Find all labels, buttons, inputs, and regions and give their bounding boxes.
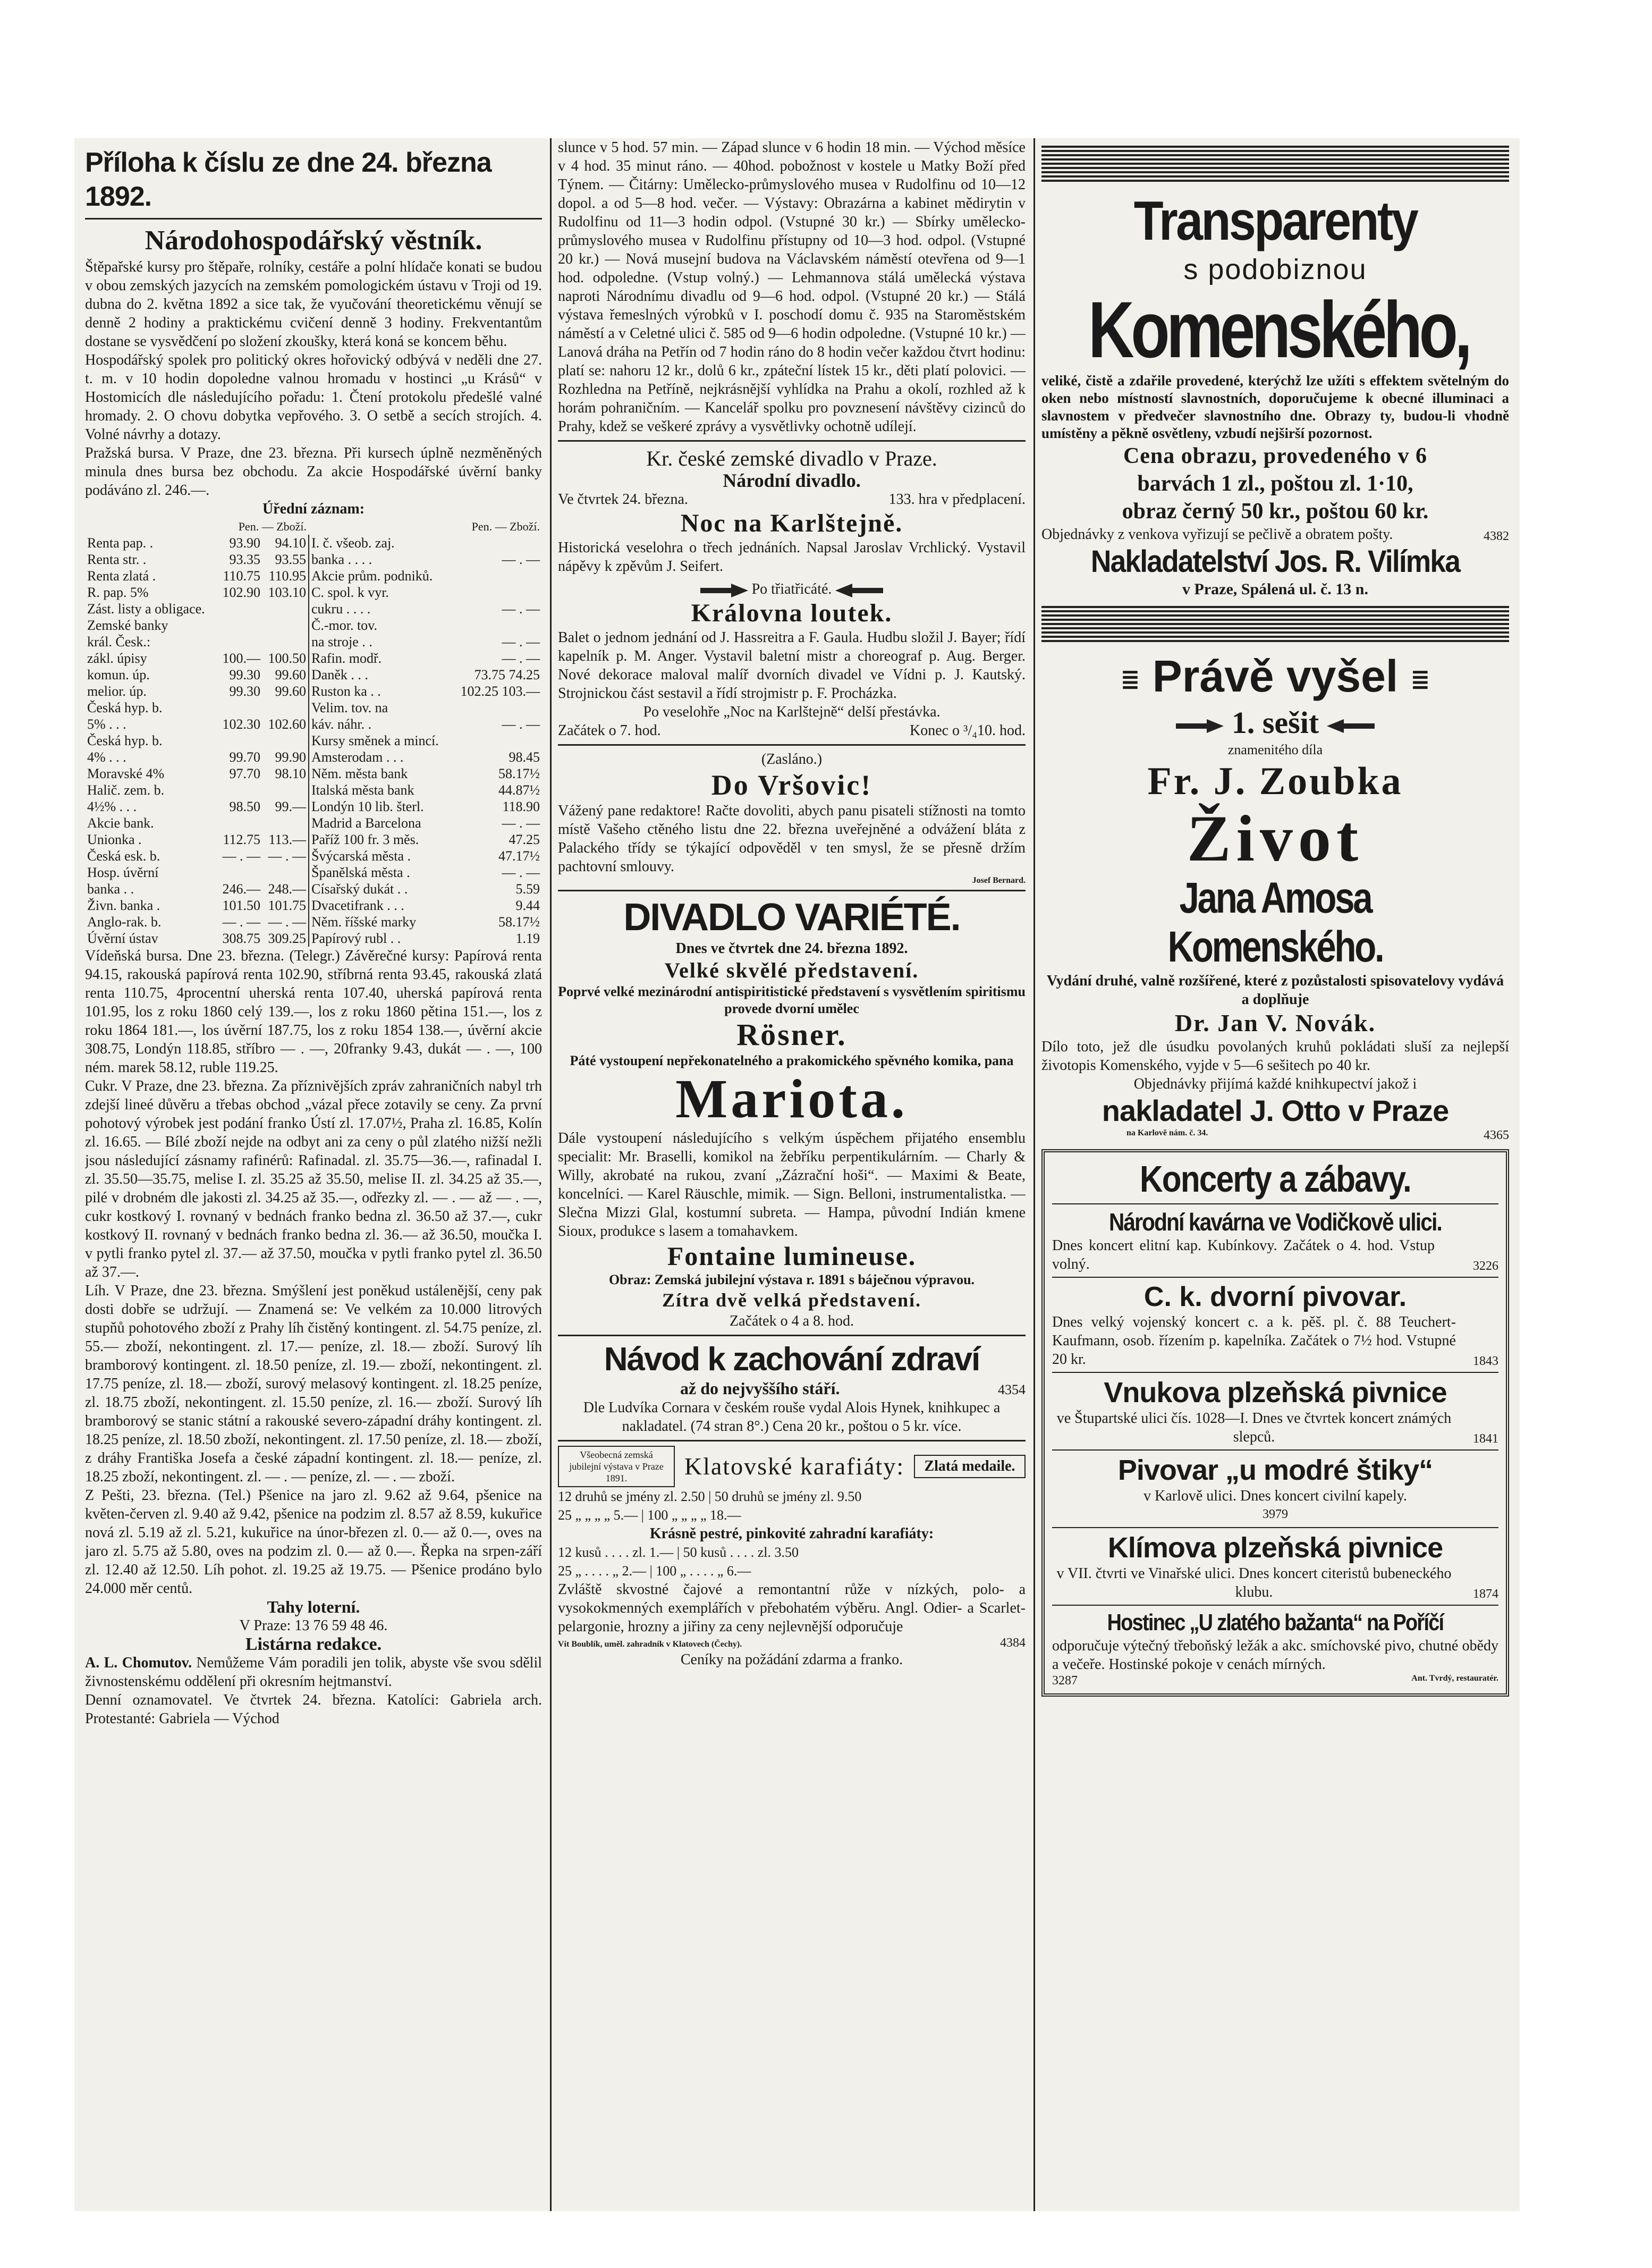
pointing-hand-icon	[700, 584, 748, 597]
transparency-description: veliké, čistě a zdařile provedené, kterýchž lze užíti s effektem světelným do oken nebo místností slavnostních, doporučujeme k obecné illuminaci a slavnostem v předvečer slavnostního dne. Obrazy ty, budou-li vhodně umístěny a pěkně osvětleny, vzbudí nejširší pozornost.	[1041, 373, 1509, 441]
quote-cell: — . —	[222, 914, 261, 930]
article-orchard-courses: Štěpařské kursy pro štěpaře, rolníky, cestáře a polní hlídače konati se budou v obou zemských jazycích na zemském pomologickém ústavu v Troji od 19. dubna do 2. května 1892 a sice tak, že vyučování theoretickému věnují se denně 2 hodiny a praktickému cvičení denně 3 hodiny. Frekventantům dostane se vysvědčení po složení zkoušky, která koná se koncem běhu.	[85, 259, 542, 350]
navod-number: 4354	[998, 1382, 1026, 1397]
quotes-table	[85, 518, 542, 947]
klatov-footer: Ceníky na požádání zdarma a franko.	[680, 1651, 903, 1668]
quote-cell: 4% . . .	[87, 749, 126, 765]
price-row: 25 „ . . . . „ 2.— | 100 „ . . . . „ 6.—	[558, 1563, 751, 1579]
quote-cell	[217, 634, 262, 650]
quote-row	[85, 568, 542, 584]
quote-cell: 99.30	[229, 667, 261, 682]
quote-cell: Renta zlatá .	[87, 568, 156, 584]
quote-cell: banka . . . .	[309, 551, 452, 568]
quote-cell: 110.75	[223, 568, 261, 584]
quote-cell: 58.17½	[498, 766, 540, 781]
quote-row	[85, 601, 542, 617]
concert-5-text: v VII. čtvrti ve Vinařské ulici. Dnes koncert citeristů bubeneckého klubu.	[1056, 1565, 1452, 1600]
quote-row	[85, 683, 542, 699]
column-2	[558, 138, 1026, 2211]
quote-cell: 112.75	[223, 832, 261, 847]
play-title-2: Královna loutek.	[691, 599, 893, 627]
article-sugar: Cukr. V Praze, dne 23. března. Za příznivějších zpráv zahraničních nabyl trh zdejší lineé důvěru a třebas obchod „vázal přece zotavily se ceny. Za první pohotový výrobek jest podání franko Ústí zl. 17.07½, Praha zl. 16.85, Kolín zl. 16.65. — Bílé zboží nejde na odbyt ani za ceny o půl zlatého nižší nežli jsou následující zásnamy rafinérů: Rafinadal. zl. 35.75—36.—, rafinadal I. zl. 35.50—35.75, melise I. zl. 35.25 až 35.50, melise II. zl. 34.25 až 35.—, pilé v drobném dle jakosti zl. 34.25 až 35.—, odřezky zl. — . — až — . —, cukr kostkový I. rovnaný v bednách franko bedna zl. 36.50 až 37.—, cukr kostkový II. rovnaný v bednách franko bedna zl. 36.— až 36.50, moučka I. v pytli franko pytel zl. 37.— až 37.50, moučka v pytli franko pytel zl. 36.50 až 37.—.	[85, 1078, 542, 1280]
pointing-hand-icon	[835, 584, 883, 597]
quote-cell	[262, 864, 309, 881]
quote-cell: Madrid a Barcelona	[309, 815, 452, 831]
fontaine-description: Obraz: Zemská jubilejní výstava r. 1891 s báječnou výpravou.	[608, 1272, 975, 1287]
concert-3-number: 1841	[1473, 1431, 1498, 1446]
vrsovice-text: Vážený pane redaktore! Račte dovoliti, abych panu pisateli stížnosti na tomto místě Vašeho ctěného listu dne 22. března uveřejněné a odvážení bláta z Palackého třídy se týkající odpověděl v ten smysl, že se přesně držím pachtovní smlouvy.	[558, 803, 1026, 875]
quote-cell: Živn. banka .	[87, 898, 160, 913]
quote-cell	[217, 782, 262, 798]
quote-cell: 100.50	[268, 651, 307, 666]
quote-cell: Moravské 4%	[87, 766, 165, 781]
klatov-more: Zvláště skvostné čajové a remontantní růže v nízkých, polo- a vysokokmenných exemplářích v přebohatém výběru. Angl. Odier- a Scarlet-pelargonie, hrozny a jiřiny za ceny nejlevnější odporučuje	[558, 1581, 1026, 1635]
quote-cell: R. pap. 5%	[87, 585, 149, 600]
quote-cell	[217, 732, 262, 749]
article-spirits: Líh. V Praze, dne 23. března. Smýšlení jest poněkud ustálenější, ceny pak dosti dobře se udržují. — Znamená se: Ve velkém za 10.000 litrových stupňů pohotového zboží z Prahy líh čistěný kontingent. zl. 54.75 peníze, zl. 55.— zboží, nekontingent. zl. 17.— peníze, zl. 18.— zboží. Surový líh bramborový kontingent. zl. 18.50 peníze, zl. 19.— zboží, nekontingent. zl. 17.75 peníze, zl. 18.— zboží, surový melasový kontingent. zl. 18.25 peníze, zl. 18.75 zboží, nekontingent. zl. 15.50 peníze, zl. 16.— zboží. Surový líh bramborový se stanic státní a rakouské severo-západní dráhy kontingent. zl. 18.25 peníze, zl. 18.50 zboží, nekontingent. zl. 17.50 peníze, zl. 18.— zboží, z dráhy Františka Josefa a české západní kontingent. zl. 18.— peníze, zl. 18.25 zboží, nekontingent. zl. — . — peníze, zl. — . — zboží.	[85, 1283, 542, 1485]
tomorrow-time: Začátek o 4 a 8. hod.	[729, 1313, 854, 1329]
quote-cell: Italská města bank	[309, 782, 452, 798]
after-label: Po třiatřicáté.	[751, 581, 832, 597]
variete-title: DIVADLO VARIÉTÉ.	[623, 896, 960, 939]
start-time: Začátek o 7. hod.	[558, 722, 661, 739]
quote-cell	[217, 601, 262, 617]
mariota-name: Mariota.	[675, 1068, 908, 1129]
quote-cell	[217, 699, 262, 716]
quote-cell	[262, 732, 309, 749]
quote-cell: Anglo-rak. b.	[87, 914, 162, 930]
article-pest: Z Pešti, 23. března. (Tel.) Pšenice na jaro zl. 9.62 až 9.64, pšenice na květen-červen zl. 9.40 až 9.42, pšenice na podzim zl. 8.57 až 8.59, kukuřice nová zl. 5.19 až zl. 5.21, kukuřice na únor-březen zl. 0.— až 0.—, oves na jaro zl. 5.75 až 5.80, oves na podzim zl. 0.— až 0.—. Řepka na srpen-září zl. 12.40 až 12.50. Líh pohot. zl. 19.25 až 19.75. — Pšenice prodáno bylo 24.000 měr centů.	[85, 1487, 542, 1597]
play-description-1: Historická veselohra o třech jednáních. Napsal Jaroslav Vrchlický. Vystavil nápěvy k zpěvům J. Seifert.	[558, 539, 1026, 575]
pointing-hand-icon	[1327, 719, 1375, 733]
article-prague-exchange: Pražská bursa. V Praze, dne 23. března. Při kursech úplně nezměněných minula dnes bursa bez obchodu. Za akcie Hospodářské úvěrní banky podáváno zl. 246.—.	[85, 445, 542, 499]
quotes-right-head: Pen. — Zboží.	[471, 520, 540, 533]
quote-cell: Akcie bank.	[87, 815, 154, 831]
concert-2-title: C. k. dvorní pivovar.	[1143, 1281, 1407, 1312]
concert-6-text: odporučuje výtečný třeboňský ležák a akc. smíchovské pivo, chutné obědy a večeře. Hostinské pokoje v cenách mírných.	[1052, 1637, 1498, 1673]
quote-cell: — . —	[502, 634, 540, 650]
column-1	[85, 138, 542, 2211]
concert-4-text: v Karlově ulici. Dnes koncert civilní kapely.	[1143, 1487, 1407, 1504]
quote-cell: Renta str. .	[87, 552, 147, 567]
theatre-date: Ve čtvrtek 24. března.	[558, 491, 688, 508]
quote-cell: 94.10	[275, 535, 307, 551]
quote-row	[85, 881, 542, 897]
quote-cell: cukru . . . .	[309, 601, 452, 617]
tomorrow-title: Zítra dvě velká představení.	[662, 1289, 921, 1311]
quote-cell	[217, 815, 262, 831]
quote-cell: Kursy směnek a mincí.	[309, 732, 452, 749]
concert-5-number: 1874	[1473, 1587, 1498, 1601]
quote-cell	[217, 864, 262, 881]
letters-title: Listárna redakce.	[245, 1634, 382, 1654]
concert-1-title: Národní kavárna ve Vodičkově ulici.	[1108, 1208, 1442, 1236]
price-row: 12 druhů se jmény zl. 2.50 | 50 druhů se jmény zl. 9.50	[558, 1489, 862, 1504]
order-note: Objednávky přijímá každé knihkupectví jakož i	[1133, 1075, 1417, 1092]
letters-recipient: A. L. Chomutov.	[85, 1655, 192, 1671]
just-out-title	[1041, 651, 1509, 705]
quote-cell: — . —	[268, 914, 307, 930]
quote-row	[85, 732, 542, 749]
quote-row	[85, 634, 542, 650]
concert-4-title: Pivovar „u modré štiky“	[1117, 1454, 1433, 1486]
quote-cell: Daněk . . .	[309, 667, 452, 683]
quote-cell: banka . .	[87, 881, 134, 897]
quote-cell: I. č. všeob. zaj.	[309, 535, 452, 551]
concert-3-text: ve Štupartské ulici čís. 1028—I. Dnes ve čtvrtek koncert známých slepců.	[1056, 1410, 1452, 1445]
fontaine-title: Fontaine lumineuse.	[667, 1241, 917, 1271]
klatov-subtitle: Krásně pestré, pinkovité zahradní karafiáty:	[649, 1525, 934, 1542]
quote-cell: Papírový rubl . .	[309, 930, 452, 947]
klatov-number: 4384	[1000, 1636, 1026, 1650]
quote-cell: Česká hyp. b.	[87, 733, 163, 748]
edition-note: Vydání druhé, valně rozšířené, které z pozůstalosti spisovatelovy vydává a doplňuje	[1046, 972, 1504, 1008]
quote-cell: — . —	[502, 815, 540, 831]
orders-note: Objednávky z venkova vyřizují se pečlivě a obratem pošty.	[1041, 526, 1393, 543]
quote-cell	[262, 815, 309, 831]
quote-cell	[262, 601, 309, 617]
quote-row	[85, 551, 542, 568]
quote-cell: 93.55	[275, 552, 307, 567]
quote-cell: 93.35	[229, 552, 261, 567]
klatov-price-list-2	[558, 1543, 1026, 1580]
theatre-performance: 133. hra v předplacení.	[888, 491, 1026, 508]
quote-cell	[452, 568, 542, 584]
klatov-title: Klatovské karafiáty:	[684, 1453, 905, 1480]
quote-cell	[452, 617, 542, 634]
quote-row	[85, 584, 542, 601]
article-vienna-exchange: Vídeňská bursa. Dne 23. března. (Telegr.) Závěrečné kursy: Papírová renta 94.15, rakouská papírová renta 102.90, stříbrná renta 93.45, rakouská zlatá renta 110.75, 4procentní uherská renta 107.40, uherská papírová renta 101.95, los z roku 1860 celý 139.—, los z roku 1860 pětina 151.—, los z roku 1864 181.—, los úvěrní 187.75, los z roku 1854 138.—, úvěrní akcie 308.75, Londýn 118.85, stříbro — . —, 20franky 9.43, dukát — . —, 100 ném. marek 58.12, ruble 119.25.	[85, 948, 542, 1076]
quote-cell: Halič. zem. b.	[87, 782, 165, 798]
quote-row	[85, 831, 542, 848]
author-name: Fr. J. Zoubka	[1147, 759, 1403, 803]
quote-cell: Londýn 10 lib. šterl.	[309, 798, 452, 815]
vrsovice-title: Do Vršovic!	[711, 769, 872, 801]
quote-cell: 113.—	[268, 832, 307, 847]
section-title: Národohospodářský věstník.	[145, 225, 482, 256]
quote-cell	[452, 699, 542, 716]
quote-row	[85, 864, 542, 881]
quote-cell: Velim. tov. na	[309, 699, 452, 716]
quote-cell: 110.95	[268, 568, 307, 584]
quote-cell: 309.25	[268, 931, 307, 946]
issue-label: 1. sešit	[1231, 705, 1319, 740]
quote-cell: 5.59	[515, 881, 540, 897]
quote-cell: 98.50	[229, 799, 261, 814]
orders-number: 4382	[1484, 529, 1509, 543]
daily-calendar: Denní oznamovatel. Ve čtvrtek 24. března. Katolíci: Gabriela arch. Protestanté: Gabriela — Východ	[85, 1692, 542, 1727]
quote-cell: 102.90	[222, 585, 261, 600]
quote-cell	[452, 535, 542, 551]
theatre-title: Kr. české zemské divadlo v Praze.	[646, 446, 937, 470]
lottery-title: Tahy loterní.	[267, 1597, 360, 1616]
quote-cell: 73.75 74.25	[474, 667, 540, 682]
quote-cell: 98.45	[509, 749, 540, 765]
intermission-note: Po veselohře „Noc na Karlštejně“ delší přestávka.	[643, 704, 941, 720]
quote-cell: 308.75	[222, 931, 261, 946]
concert-1-number: 3226	[1473, 1259, 1498, 1273]
quotes-left-head: Pen. — Zboží.	[238, 520, 307, 533]
concert-6-number: 3287	[1052, 1673, 1078, 1688]
concert-4-number: 3979	[1263, 1507, 1288, 1521]
price-line-1: barvách 1 zl., poštou zl. 1·10,	[1137, 471, 1413, 496]
quote-cell: — . —	[502, 716, 540, 732]
quote-cell: Něm. města bank	[309, 765, 452, 782]
quote-cell: 47.25	[509, 832, 540, 847]
quote-cell: Č.-mor. tov.	[309, 617, 452, 634]
komensky-title: Komenského,	[1088, 285, 1469, 374]
quote-cell: Úvěrní ústav	[87, 931, 158, 946]
editor-name: Dr. Jan V. Novák.	[1174, 1009, 1376, 1036]
exhibition-badge: Všeobecná zemská jubilejní výstava v Praze 1891.	[558, 1446, 675, 1487]
quote-row	[85, 667, 542, 683]
quote-cell: Hosp. úvěrní	[87, 865, 159, 880]
publisher-name: Nakladatelství Jos. R. Vilímka	[1090, 544, 1460, 579]
quote-cell	[262, 634, 309, 650]
theatre-subtitle: Národní divadlo.	[723, 470, 861, 491]
quote-cell: zákl. úpisy	[87, 651, 147, 666]
quote-row	[85, 897, 542, 914]
quote-cell: Akcie prům. podniků.	[309, 568, 452, 584]
pointing-hand-icon	[1176, 719, 1224, 733]
article-agricultural-society: Hospodářský spolek pro politický okres hořovický odbývá v neděli dne 27. t. m. v 10 hodin dopoledne valnou hromadu v hostinci „u Krásů“ v Hostomicích dle následujícího pořadu: 1. Čtení protokolu předešlé valné hromady. 2. O chovu dobytka vepřového. 3. O setbě a secích strojích. 4. Volné návrhy a dotazy.	[85, 352, 542, 443]
quote-cell: 5% . . .	[87, 716, 126, 732]
column-3	[1041, 138, 1509, 2211]
quote-cell: Renta pap. .	[87, 535, 154, 551]
quote-cell: — . —	[502, 651, 540, 666]
concert-2-number: 1843	[1473, 1354, 1498, 1368]
quote-cell: komun. úp.	[87, 667, 150, 682]
quote-cell	[452, 732, 542, 749]
calendar-continued: slunce v 5 hod. 57 min. — Západ slunce v 6 hodin 18 min. — Východ měsíce v 4 hod. 35 minut ráno. — 40hod. pobožnost v kostele u Matky Boží před Týnem. — Čitárny: Umělecko-průmyslového musea v Rudolfinu od 10—12 dopol. a od 5—8 hod. večer. — Výstavy: Obrazárna a kabinet mědirytin v Rudolfinu od 11—3 hodin odpol. (Vstupné 30 kr.) — Sbírky umělecko-průmyslového musea v Rudolfinu přístupny od 10—3 hod. odpol. (Vstupné 20 kr.) — Nová musejní budova na Václavském náměstí otevřena od 9—1 hod. odpoledne. (Vstup volný.) — Lehmannova stálá umělecká výstava naproti Národnímu divadlu od 9—6 hod. odpol. (Vstupné 20 kr.) — Stálá výstava řemeslných výrobků v I. poschodí domu č. 935 na Staroměstském náměstí a v Celetné ulici č. 585 od 9—6 hodin odpoledne. (Vstupné 10 kr.) — Lanová dráha na Petřín od 7 hodin ráno do 8 hodin večer každou čtvrt hodinu: platí se: nahoru 12 kr., dolů 6 kr., zpáteční lístek 15 kr., děti platí polovici. — Rozhledna na Petříně, nejkrásnější vyhlídka na Prahu a okolí, rozhled až k horám pohraničním. — Kancelář spolku pro povznesení návštěvy cizinců do Prahy, kdež se veškeré zprávy a vysvětlivky ochotně udílejí.	[558, 139, 1026, 435]
variete-description: Poprvé velké mezinárodní antispiritistické představení s vysvětlením spiritismu provede dvorní umělec	[558, 984, 1026, 1016]
concerts-title: Koncerty a zábavy.	[1140, 1158, 1411, 1200]
quote-cell: 99.30	[229, 684, 261, 699]
quote-cell: — . —	[222, 848, 261, 864]
quote-cell: 248.—	[268, 881, 307, 897]
quote-cell: 47.17½	[498, 848, 540, 864]
quote-cell: — . —	[502, 552, 540, 567]
transparency-subtitle: s podobiznou	[1183, 254, 1367, 285]
price-title: Cena obrazu, provedeného v 6	[1123, 444, 1428, 468]
quote-cell: 102.60	[268, 716, 307, 732]
quote-cell: 9.44	[515, 898, 540, 913]
concert-6-signature: Ant. Tvrdý, restauratér.	[1411, 1673, 1498, 1683]
newspaper-page	[74, 138, 1520, 2211]
otto-address: na Karlově nám. č. 34.	[1126, 1128, 1208, 1137]
column-rule	[1033, 138, 1035, 2211]
quote-cell: 101.75	[268, 898, 307, 913]
klatov-seller: Vít Boublík, uměl. zahradník v Klatovech (Čechy).	[558, 1640, 742, 1649]
quote-cell	[452, 584, 542, 601]
quote-cell: 99.—	[275, 799, 307, 814]
quote-cell: 101.50	[222, 898, 261, 913]
supplement-title: Příloha k číslu ze dne 24. března 1892.	[85, 147, 492, 212]
quote-cell	[262, 699, 309, 716]
quote-cell: 97.70	[229, 766, 261, 781]
quote-cell: Česká hyp. b.	[87, 700, 163, 715]
quote-cell: 99.60	[275, 684, 307, 699]
quote-cell: káv. náhr. .	[309, 716, 452, 732]
quote-cell: — . —	[268, 848, 307, 864]
price-row: 25 „ „ „ „ 5.— | 100 „ „ „ „ 18.—	[558, 1507, 741, 1523]
concert-3-title: Vnukova plzeňská pivnice	[1104, 1376, 1447, 1409]
variete-headline: Velké skvělé představení.	[664, 958, 919, 982]
official-list-heading: Úřední záznam:	[262, 501, 365, 517]
concert-6-title: Hostinec „U zlatého bažanta“ na Poříčí	[1107, 1609, 1444, 1635]
quote-row	[85, 815, 542, 831]
price-row: 12 kusů . . . . zl. 1.— | 50 kusů . . . . zl. 3.50	[558, 1545, 799, 1560]
concert-1-text: Dnes koncert elitní kap. Kubínkovy. Začátek o 4. hod. Vstup volný.	[1052, 1237, 1435, 1272]
sent-label: (Zasláno.)	[761, 751, 823, 768]
quote-cell: 93.90	[229, 535, 261, 551]
famous-label: znamenitého díla	[1227, 741, 1323, 757]
play-title-1: Noc na Karlštejně.	[680, 509, 903, 537]
quote-cell: 98.10	[275, 766, 307, 781]
quote-cell: Dvacetifrank . . .	[309, 897, 452, 914]
quote-cell: 118.90	[502, 799, 540, 814]
quote-cell: 99.90	[275, 749, 307, 765]
variete-date: Dnes ve čtvrtek dne 24. března 1892.	[675, 940, 908, 957]
decorative-bars-icon: ≣	[1120, 666, 1140, 693]
quote-row	[85, 749, 542, 765]
quote-row	[85, 699, 542, 716]
quote-row	[85, 930, 542, 947]
quote-cell: 100.—	[222, 651, 261, 666]
quote-row	[85, 798, 542, 815]
quote-cell: Císařský dukát . .	[309, 881, 452, 897]
klatov-price-list	[558, 1487, 1026, 1524]
quote-row	[85, 716, 542, 732]
just-out-label: Právě vyšel	[1152, 651, 1399, 701]
navod-title: Návod k zachování zdraví	[604, 1341, 980, 1378]
quote-cell: Španělská města .	[309, 864, 452, 881]
quote-cell: Zást. listy a obligace.	[87, 601, 205, 617]
navod-subtitle: až do nejvyššího stáří.	[680, 1379, 840, 1398]
price-line-2: obraz černý 50 kr., poštou 60 kr.	[1122, 499, 1429, 524]
quote-cell: Rafin. modř.	[309, 650, 452, 667]
zivot-title: Život	[1187, 802, 1364, 875]
quote-cell: melior. úp.	[87, 684, 147, 699]
otto-number: 4365	[1484, 1128, 1509, 1142]
concert-5-title: Klímova plzeňská pivnice	[1107, 1531, 1443, 1564]
quote-cell: 99.70	[229, 749, 261, 765]
quote-cell: 4½% . . .	[87, 799, 137, 814]
end-time: Konec o ³/₄10. hod.	[909, 722, 1026, 739]
quote-cell: 58.17½	[498, 914, 540, 930]
rosner-description: Páté vystoupení nepřekonatelného a prakomického spěvného komika, pana	[570, 1053, 1014, 1068]
quote-cell: Unionka .	[87, 832, 142, 847]
quote-cell: 246.—	[222, 881, 261, 897]
decorative-banner	[1041, 606, 1509, 643]
quote-cell	[262, 617, 309, 634]
work-description: Dílo toto, jež dle úsudku povolaných kruhů pokládati sluší za nejlepší životopis Komenského, vyjde v 5—6 sešitech po 40 kr.	[1041, 1038, 1509, 1074]
quote-cell: na stroje . .	[309, 634, 452, 650]
transparency-title: Transparenty	[1133, 190, 1417, 252]
quote-cell: 102.25 103.—	[460, 684, 540, 699]
lottery-numbers: V Praze: 13 76 59 48 46.	[239, 1617, 388, 1634]
quote-cell: C. spol. k vyr.	[309, 584, 452, 601]
quote-cell: Švýcarská města .	[309, 848, 452, 864]
quote-cell: Něm. říšské marky	[309, 914, 452, 930]
quote-row	[85, 617, 542, 634]
quote-cell: Amsterodam . . .	[309, 749, 452, 765]
gold-medal-badge: Zlatá medaile.	[914, 1455, 1026, 1478]
quote-row	[85, 782, 542, 798]
quote-cell	[262, 782, 309, 798]
play-description-2: Balet o jednom jednání od J. Hassreitra a F. Gaula. Hudbu složil J. Bayer; řídí kapelník p. M. Anger. Vystavil baletní mistr a choreograf p. Aug. Berger. Nové dekorace maloval malíř dvorních divadel ve Vídni p. J. Kautský. Strojnickou část sestavil a řídí strojmistr p. F. Procházka.	[558, 629, 1026, 702]
quote-cell: Ruston ka . .	[309, 683, 452, 699]
quote-cell: Paříž 100 fr. 3 měs.	[309, 831, 452, 848]
quote-cell: král. Česk.:	[87, 634, 151, 650]
quote-row	[85, 535, 542, 551]
quote-cell	[217, 617, 262, 634]
quote-cell: 102.30	[222, 716, 261, 732]
concerts-box	[1041, 1149, 1509, 1697]
jan-amos-title: Jana Amosa Komenského.	[1167, 873, 1383, 971]
decorative-banner	[1041, 146, 1509, 183]
quote-cell: 99.60	[275, 667, 307, 682]
quote-row	[85, 650, 542, 667]
navod-description: Dle Ludvíka Cornara v českém rouše vydal Alois Hynek, knihkupec a nakladatel. (74 stran 8°.) Cena 20 kr., poštou o 5 kr. více.	[583, 1399, 1001, 1435]
concert-2-text: Dnes velký vojenský koncert c. a k. pěš. pl. č. 88 Teuchert-Kaufmann, osob. řízením p. kapelníka. Začátek o 7½ hod. Vstupné 20 kr.	[1052, 1313, 1456, 1368]
quote-cell: Zemské banky	[87, 618, 168, 633]
quote-cell: 1.19	[515, 931, 540, 946]
decorative-bars-icon: ≣	[1410, 666, 1430, 693]
column-rule	[550, 138, 552, 2211]
vrsovice-signature: Josef Bernard.	[972, 876, 1026, 885]
rosner-name: Rösner.	[736, 1017, 847, 1052]
quote-cell: Česká esk. b.	[87, 848, 160, 864]
quote-cell: 44.87½	[498, 782, 540, 798]
quote-cell: — . —	[502, 601, 540, 617]
quote-cell: — . —	[502, 865, 540, 880]
quote-cell: 103.10	[268, 585, 307, 600]
quote-row	[85, 914, 542, 930]
publisher-address: v Praze, Spálená ul. č. 13 n.	[1182, 580, 1368, 598]
otto-publisher: nakladatel J. Otto v Praze	[1102, 1093, 1449, 1127]
variete-ensemble: Dále vystoupení následujícího s velkým úspěchem přijatého ensemblu specialit: Mr. Braselli, komikol na žebříku perpentikulárním. — Charly & Willy, akrobaté na rukou, zvaní „Zázrační hoši“. — Maximi & Beate, koncelníci. — Karel Räuschle, mimik. — Sign. Belloni, instrumentalistka. — Slečna Mizzi Glal, kostumní subreta. — Hampa, původní Indián kmene Sioux, produkce s lasem a tomahavkem.	[558, 1130, 1026, 1240]
letters-text: Nemůžeme Vám poradili jen tolik, abyste vše svou sdělil živnostenskému oddělení při okresním hejtmanství.	[85, 1655, 542, 1690]
quote-row	[85, 765, 542, 782]
quote-row	[85, 848, 542, 864]
